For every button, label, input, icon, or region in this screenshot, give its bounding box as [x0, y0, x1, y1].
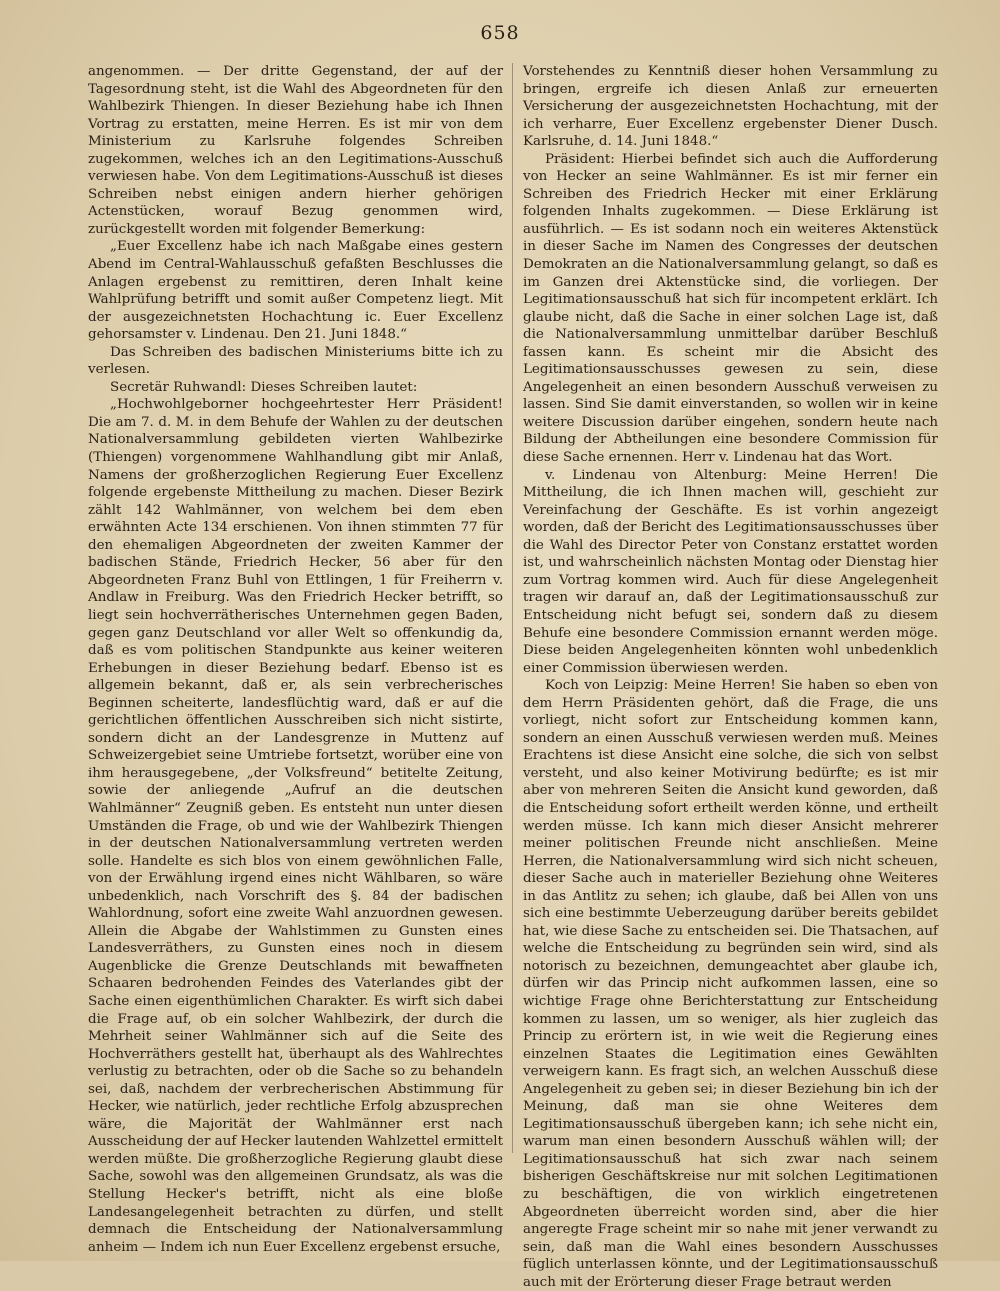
paragraph: Secretär Ruhwandl: Dieses Schreiben lautet:: [110, 379, 418, 395]
paragraph: Präsident: Hierbei befindet sich auch die Aufforderung von Hecker an seine Wahlmänner. Es ist mir ferner ein Schreiben des Friedrich Hecker mit einer Erklärung folgenden Inhalts zugekommen. — Diese Erklärung ist ausführlich. — Es ist sodann noch ein weiteres Aktenstück in dieser Sache im Namen des Congresses der deutschen Demokraten an die Nationalversammlung gelangt, so daß es im Ganzen drei Aktenstücke sind, die vorliegen. Der Legitimationsausschuß hat sich für incompetent erklärt. Ich glaube nicht, daß die Sache in einer solchen Lage ist, daß die Nationalversammlung unmittelbar darüber Beschluß fassen kann. Es scheint mir die Absicht des Legitimationsausschusses gewesen zu sein, diese Angelegenheit an einen besondern Ausschuß verweisen zu lassen. Sind Sie damit einverstanden, so wollen wir in keine weitere Discussion darüber eingehen, sondern heute nach Bildung der Abtheilungen eine besondere Commission für diese Sache ernennen. Herr v. Lindenau hat das Wort.: [523, 151, 938, 466]
column-divider: [512, 63, 513, 1153]
paragraph: Das Schreiben des badischen Ministeriums bitte ich zu verlesen.: [88, 344, 503, 378]
paragraph: Vorstehendes zu Kenntniß dieser hohen Versammlung zu bringen, ergreife ich diesen Anlaß zur erneuerten Versicherung der ausgezeichnetsten Hochachtung, mit der ich verharre, Euer Excellenz ergebenster Diener Dusch. Karlsruhe, d. 14. Juni 1848.“: [523, 64, 938, 150]
paragraph: „Hochwohlgeborner hochgeehrtester Herr Präsident! Die am 7. d. M. in dem Behufe der Wahlen zu der deutschen Nationalversammlung gebildeten vierten Wahlbezirke (Thiengen) vorgenommene Wahlhandlung gibt mir Anlaß, Namens der großherzoglichen Regierung Euer Excellenz folgende ergebenste Mittheilung zu machen. Dieser Bezirk zählt 142 Wahlmänner, von welchem bei dem eben erwähnten Acte 134 erschienen. Von ihnen stimmten 77 für den ehemaligen Abgeordneten der zweiten Kammer der badischen Stände, Friedrich Hecker, 56 aber für den Abgeordneten Franz Buhl von Ettlingen, 1 für Freiherrn v. Andlaw in Freiburg. Was den Friedrich Hecker betrifft, so liegt sein hochverrätherisches Unternehmen gegen Baden, gegen ganz Deutschland vor aller Welt so offenkundig da, daß es vom politischen Standpunkte aus keiner weiteren Erhebungen in dieser Beziehung bedarf. Ebenso ist es allgemein bekannt, daß er, als sein verbrecherisches Beginnen scheiterte, landesflüchtig ward, daß er auf die gerichtlichen öffentlichen Ausschreiben sich nicht sistirte, sondern dicht an der Landesgrenze in Muttenz auf Schweizergebiet seine Umtriebe fortsetzt, worüber eine von ihm herausgegebene, „der Volksfreund“ betitelte Zeitung, sowie der anliegende „Aufruf an die deutschen Wahlmänner“ Zeugniß geben. Es entsteht nun unter diesen Umständen die Frage, ob und wie der Wahlbezirk Thiengen in der deutschen Nationalversammlung vertreten werden solle. Handelte es sich blos von einem gewöhnlichen Falle, von der Erwählung irgend eines nicht Wählbaren, so wäre unbedenklich, nach Vorschrift des §. 84 der badischen Wahlordnung, sofort eine zweite Wahl anzuordnen gewesen. Allein die Abgabe der Wahlstimmen zu Gunsten eines Landesverräthers, zu Gunsten eines noch in diesem Augenblicke die Grenze Deutschlands mit bewaffneten Schaaren bedrohenden Feindes des Vaterlandes gibt der Sache einen eigenthümlichen Charakter. Es wirft sich dabei die Frage auf, ob ein solcher Wahlbezirk, der durch die Mehrheit seiner Wahlmänner sich auf die Seite des Hochverräthers gestellt hat, überhaupt als des Wahlrechtes verlustig zu betrachten, oder ob die Sache so zu behandeln sei, daß, nachdem der verbrecherischen Abstimmung für Hecker, wie natürlich, jeder rechtliche Erfolg abzusprechen wäre, die Majorität der Wahlmänner erst nach Ausscheidung der auf Hecker lautenden Wahlzettel ermittelt werden müßte. Die großherzogliche Regierung glaubt diese Sache, sowohl was den allgemeinen Grundsatz, als was die Stellung Hecker's betrifft, nicht als eine bloße Landesangelegenheit betrachten zu dürfen, und stellt demnach die Entscheidung der Nationalversammlung anheim — Indem ich nun Euer Excellenz ergebenst ersuche,: [88, 397, 503, 1255]
left-column: [88, 63, 503, 1256]
paragraph: „Euer Excellenz habe ich nach Maßgabe eines gestern Abend im Central-Wahlausschuß gefaßten Beschlusses die Anlagen ergebenst zu remittiren, deren Inhalt keine Wahlprüfung betrifft und somit außer Competenz liegt. Mit der ausgezeichnetsten Hochachtung ic. Euer Excellenz gehorsamster v. Lindenau. Den 21. Juni 1848.“: [88, 239, 503, 343]
right-column: [523, 63, 938, 1291]
paragraph: v. Lindenau von Altenburg: Meine Herren! Die Mittheilung, die ich Ihnen machen will, geschieht zur Vereinfachung der Geschäfte. Es ist vorhin angezeigt worden, daß der Bericht des Legitimationsausschusses über die Wahl des Director Peter von Constanz erstattet worden ist, und wahrscheinlich nächsten Montag oder Dienstag hier zum Vortrag kommen wird. Auch für diese Angelegenheit tragen wir darauf an, daß der Legitimationsausschuß zur Entscheidung nicht befugt sei, sondern daß zu diesem Behufe eine besondere Commission ernannt werden möge. Diese beiden Angelegenheiten könnten wohl unbedenklich einer Commission überwiesen werden.: [523, 467, 938, 676]
paragraph: Koch von Leipzig: Meine Herren! Sie haben so eben von dem Herrn Präsidenten gehört, daß die Frage, die uns vorliegt, nicht sofort zur Entscheidung kommen kann, sondern an einen Ausschuß verwiesen werden muß. Meines Erachtens ist diese Ansicht eine solche, die sich von selbst versteht, und also keiner Motivirung bedürfte; es ist mir aber von mehreren Seiten die Ansicht kund geworden, daß die Entscheidung sofort ertheilt werden könne, und ertheilt werden müsse. Ich kann mich dieser Ansicht mehrerer meiner politischen Freunde nicht anschließen. Meine Herren, die Nationalversammlung wird sich nicht scheuen, dieser Sache auch in materieller Beziehung ohne Weiteres in das Antlitz zu sehen; ich glaube, daß bei Allen von uns sich eine bestimmte Ueberzeugung darüber bereits gebildet hat, wie diese Sache zu entscheiden sei. Die Thatsachen, auf welche die Entscheidung zu begründen sein wird, sind als notorisch zu bezeichnen, demungeachtet aber glaube ich, dürfen wir das Princip nicht aufkommen lassen, eine so wichtige Frage ohne Berichterstattung zur Entscheidung kommen zu lassen, um so weniger, als hier zugleich das Princip zu erörtern ist, in wie weit die Regierung eines einzelnen Staates die Legitimation eines Gewählten verweigern kann. Es fragt sich, an welchen Ausschuß diese Angelegenheit zu geben sei; in dieser Beziehung bin ich der Meinung, daß man sie ohne Weiteres dem Legitimationsausschuß übergeben kann; ich sehe nicht ein, warum man einen besondern Ausschuß wählen will; der Legitimationsausschuß hat sich zwar nach seinem bisherigen Geschäftskreise nur mit solchen Legitimationen zu beschäftigen, die von wirklich eingetretenen Abgeordneten überreicht worden sind, aber die hier angeregte Frage scheint mir so nahe mit jener verwandt zu sein, daß man die Wahl eines besondern Ausschusses füglich unterlassen könnte, und der Legitimationsausschuß auch mit der Erörterung dieser Frage betraut werden: [523, 678, 938, 1290]
page-number: 658: [480, 22, 520, 44]
paragraph: angenommen. — Der dritte Gegenstand, der auf der Tagesordnung steht, ist die Wahl des Abgeordneten für den Wahlbezirk Thiengen. In dieser Beziehung habe ich Ihnen Vortrag zu erstatten, meine Herren. Es ist mir von dem Ministerium zu Karlsruhe folgendes Schreiben zugekommen, welches ich an den Legitimations-Ausschuß verwiesen habe. Von dem Legitimations-Ausschuß ist dieses Schreiben nebst einigen andern hierher gehörigen Actenstücken, worauf Bezug genommen wird, zurückgestellt worden mit folgender Bemerkung:: [88, 64, 503, 237]
